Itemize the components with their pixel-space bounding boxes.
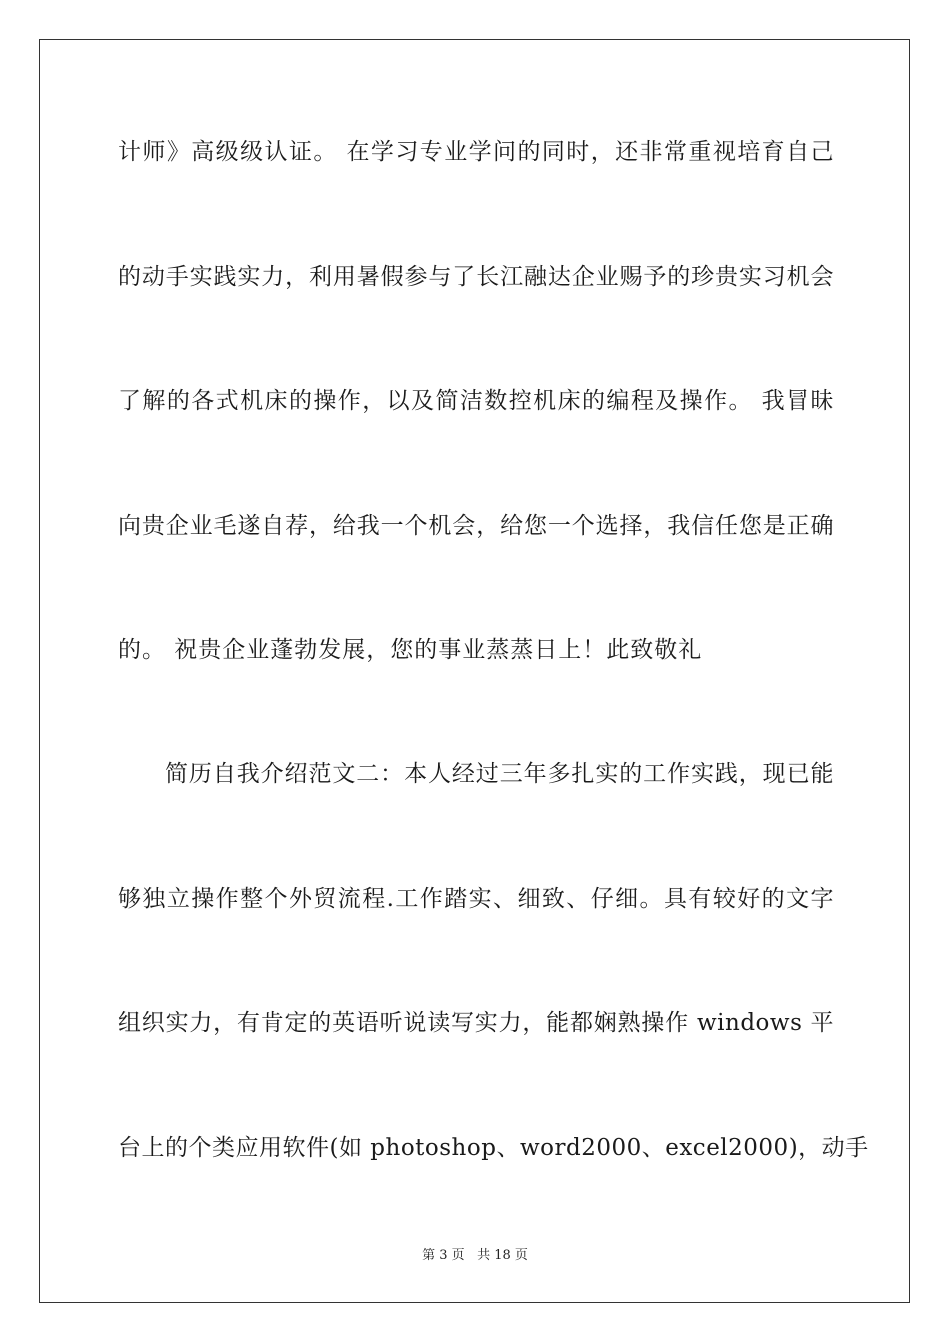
text-line-2: 的动手实践实力，利用暑假参与了长江融达企业赐予的珍贵实习机会 bbox=[118, 264, 834, 290]
page-footer bbox=[0, 1247, 950, 1265]
text-line-5: 的。 祝贵企业蓬勃发展，您的事业蒸蒸日上！此致敬礼 bbox=[118, 637, 703, 663]
page-number: 第 3 页 bbox=[422, 1248, 465, 1263]
text-line-7: 够独立操作整个外贸流程.工作踏实、细致、仔细。具有较好的文字 bbox=[118, 886, 834, 912]
text-line-1: 计师》高级级认证。 在学习专业学问的同时，还非常重视培育自己 bbox=[118, 139, 834, 165]
page-border bbox=[39, 39, 910, 1303]
text-line-4: 向贵企业毛遂自荐，给我一个机会，给您一个选择，我信任您是正确 bbox=[118, 513, 834, 539]
text-line-3: 了解的各式机床的操作，以及简洁数控机床的编程及操作。 我冒昧 bbox=[118, 388, 834, 414]
text-line-9: 台上的个类应用软件(如 photoshop、word2000、excel2000)，动手 bbox=[118, 1135, 869, 1161]
text-line-8: 组织实力，有肯定的英语听说读写实力，能都娴熟操作 windows 平 bbox=[118, 1010, 834, 1036]
text-line-6: 简历自我介绍范文二：本人经过三年多扎实的工作实践，现已能 bbox=[165, 761, 834, 787]
page-total: 共 18 页 bbox=[477, 1248, 528, 1263]
